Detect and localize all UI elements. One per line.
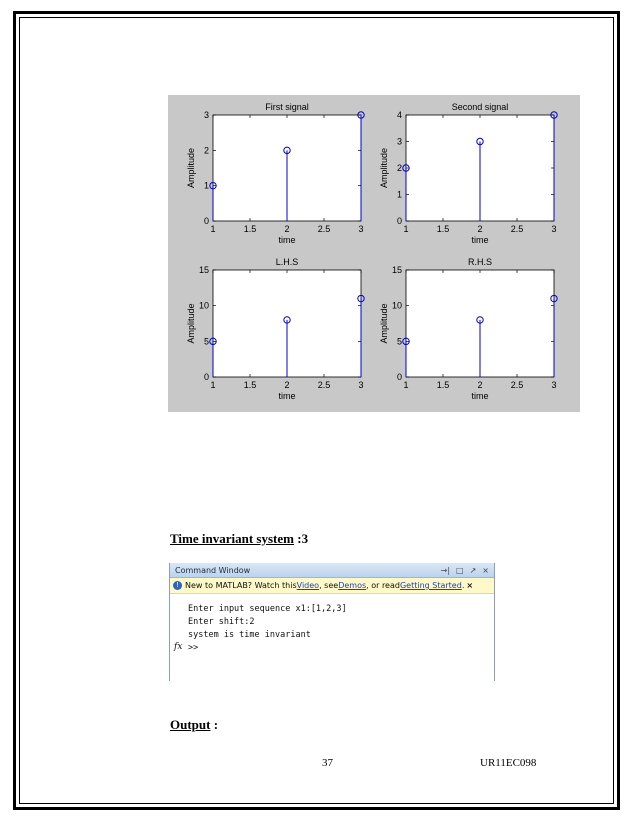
getting-started-link[interactable]: Getting Started (399, 581, 462, 590)
x-tick-label: 2.5 (317, 380, 331, 390)
section-heading (170, 531, 308, 547)
y-axis-label: Amplitude (186, 147, 196, 189)
x-tick-label: 2 (284, 224, 290, 234)
subplot-title: R.H.S (467, 257, 493, 267)
subplot-title: Second signal (451, 102, 509, 112)
y-axis-label: Amplitude (379, 303, 389, 344)
command-prompt[interactable]: >> (188, 643, 199, 653)
notice-close-icon[interactable]: × (466, 581, 474, 590)
matlab-figure (168, 95, 580, 412)
x-tick-label: 1 (403, 224, 409, 234)
x-axis-label: time (471, 391, 489, 401)
x-tick-label: 2.5 (510, 380, 524, 390)
command-window (169, 563, 495, 681)
x-tick-label: 3 (551, 224, 557, 234)
notice-mid-2: , or read (366, 581, 400, 590)
info-icon: ! (173, 581, 182, 590)
notice-end: . (461, 581, 465, 590)
output-title: Output (170, 717, 211, 732)
notice-prefix: New to MATLAB? Watch this (185, 581, 297, 590)
y-axis-label: Amplitude (379, 147, 389, 189)
x-tick-label: 2 (477, 224, 483, 234)
x-tick-label: 1 (210, 224, 216, 234)
command-line: Enter shift:2 (188, 617, 255, 627)
matlab-notice-bar (170, 578, 494, 594)
command-window-titlebar (170, 563, 494, 578)
section-suffix: :3 (293, 531, 309, 546)
y-tick-label: 3 (396, 136, 402, 147)
command-line: Enter input sequence x1:[1,2,3] (188, 604, 347, 614)
x-tick-label: 3 (358, 224, 364, 234)
x-axis-label: time (471, 235, 489, 245)
y-tick-label: 15 (391, 265, 402, 275)
y-tick-label: 5 (203, 336, 209, 347)
demos-link[interactable]: Demos (338, 581, 367, 590)
x-tick-label: 1.5 (436, 224, 450, 234)
x-tick-label: 1.5 (436, 380, 450, 390)
command-line: system is time invariant (188, 630, 311, 640)
pin-icon[interactable]: ↗ (469, 565, 477, 575)
y-tick-label: 15 (198, 265, 209, 275)
output-heading (170, 717, 218, 733)
x-tick-label: 1.5 (243, 380, 257, 390)
subplot-title: L.H.S (275, 257, 299, 267)
close-icon[interactable]: × (482, 565, 489, 575)
x-tick-label: 1 (403, 380, 409, 390)
y-tick-label: 2 (396, 163, 402, 173)
x-tick-label: 2.5 (317, 224, 331, 234)
y-tick-label: 0 (203, 372, 209, 382)
x-tick-label: 2.5 (510, 224, 524, 234)
output-suffix: : (210, 717, 219, 732)
y-tick-label: 10 (198, 300, 209, 311)
x-tick-label: 1 (210, 380, 216, 390)
x-tick-label: 3 (551, 380, 557, 390)
maximize-icon[interactable]: □ (456, 565, 464, 575)
y-tick-label: 3 (203, 110, 209, 120)
y-tick-label: 5 (396, 336, 402, 347)
x-tick-label: 2 (477, 380, 483, 390)
notice-mid-1: , see (319, 581, 339, 590)
x-axis-label: time (278, 391, 296, 401)
undock-icon[interactable]: →| (440, 565, 451, 575)
y-tick-label: 0 (396, 372, 402, 382)
y-tick-label: 4 (396, 110, 402, 120)
x-axis-label: time (278, 235, 296, 245)
video-link[interactable]: Video (296, 581, 320, 590)
y-tick-label: 2 (203, 145, 209, 156)
window-controls (441, 566, 489, 575)
subplot-title: First signal (265, 102, 309, 112)
page-number: 37 (322, 757, 333, 769)
fx-icon[interactable]: fx (174, 642, 183, 652)
x-tick-label: 1.5 (243, 224, 257, 234)
y-tick-label: 0 (203, 216, 209, 226)
subplot-grid (168, 95, 580, 412)
x-tick-label: 3 (358, 380, 364, 390)
roll-number: UR11EC098 (480, 757, 537, 769)
command-window-title: Command Window (175, 565, 251, 575)
x-tick-label: 2 (284, 380, 290, 390)
y-axis-label: Amplitude (186, 303, 196, 344)
section-title: Time invariant system (170, 531, 294, 546)
y-tick-label: 1 (203, 180, 209, 191)
y-tick-label: 0 (396, 216, 402, 226)
y-tick-label: 10 (391, 300, 402, 311)
y-tick-label: 1 (396, 189, 402, 200)
